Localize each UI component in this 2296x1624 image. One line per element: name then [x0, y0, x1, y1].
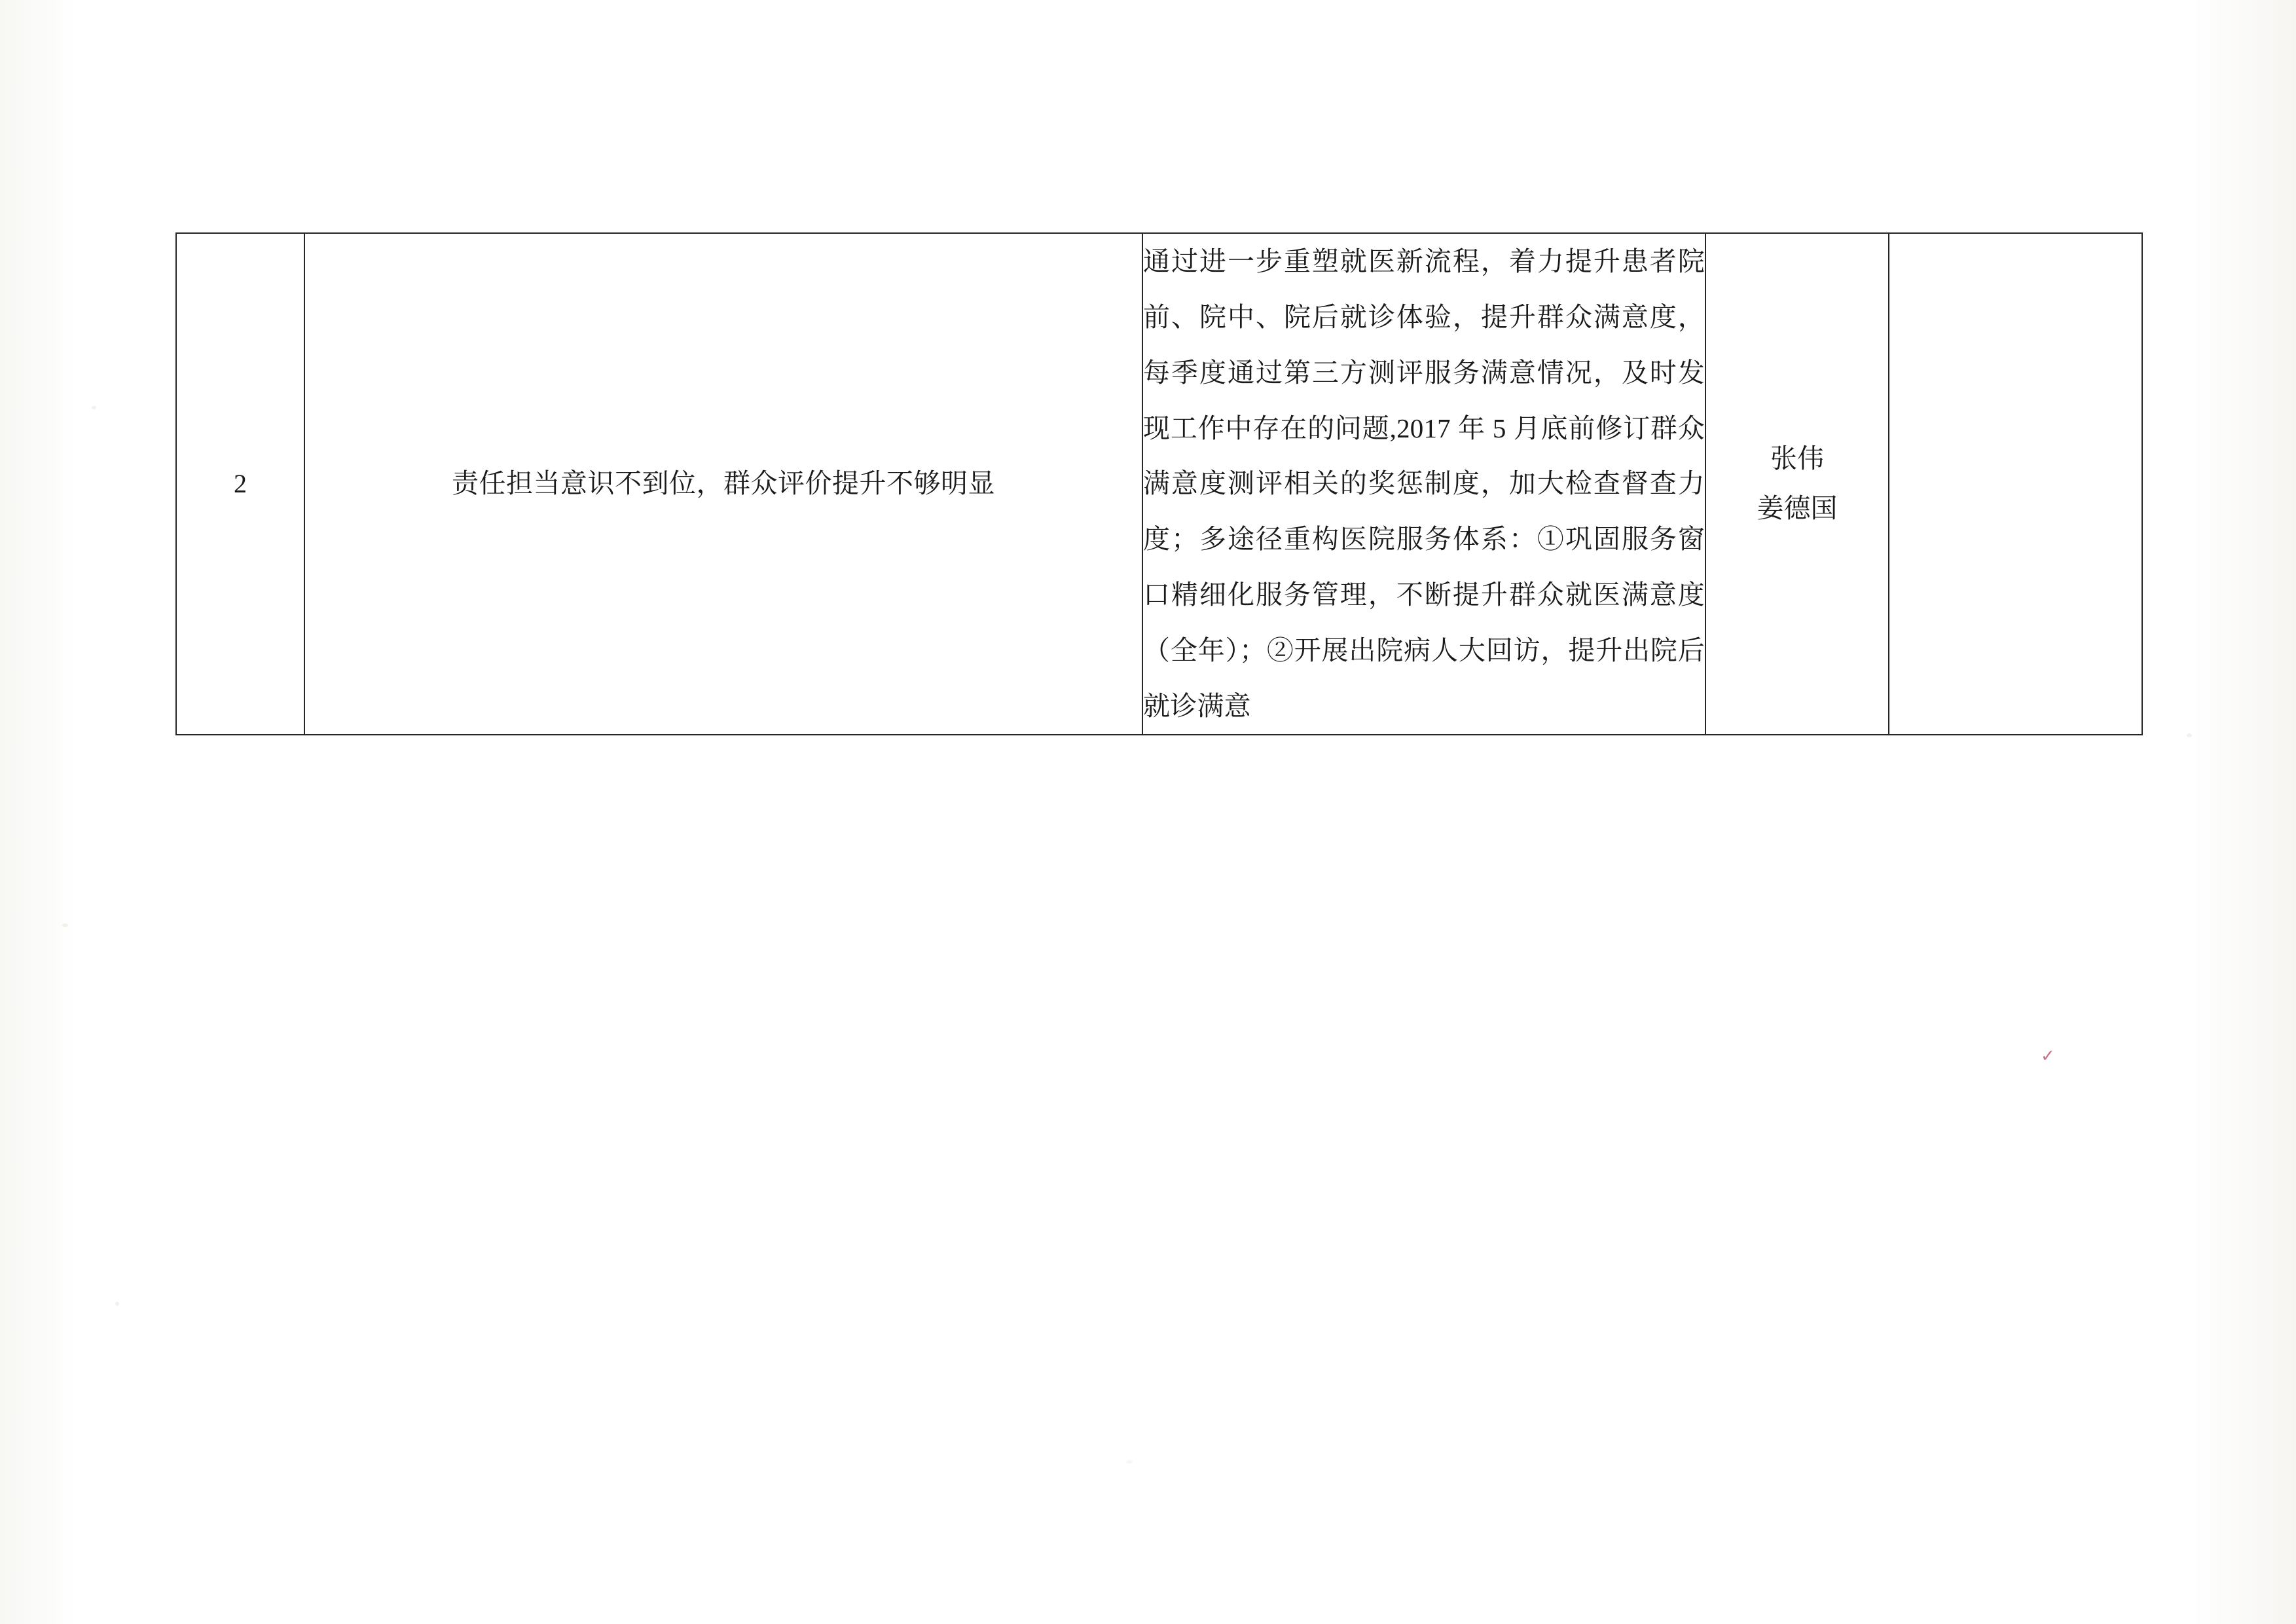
paper-speckle	[62, 923, 68, 927]
cell-problem: 责任担当意识不到位，群众评价提升不够明显	[304, 233, 1142, 735]
cell-note	[1889, 233, 2142, 735]
cell-measure: 通过进一步重塑就医新流程，着力提升患者院前、院中、院后就诊体验，提升群众满意度，每季度通过第三方测评服务满意情况，及时发现工作中存在的问题,2017 年 5 月底前修订群众满意度测评相关的奖惩制度，加大检查督查力度；多途径重构医院服务体系：①巩固服务窗口精细化服务管理，不断提升群众就医满意度（全年）；②开展出院病人大回访，提升出院后就诊满意	[1142, 233, 1705, 735]
table-row	[176, 233, 2142, 735]
cell-index: 2	[176, 233, 304, 735]
paper-speckle	[1126, 1460, 1133, 1464]
paper-speckle	[92, 406, 96, 409]
owner-name: 姜德国	[1757, 492, 1838, 523]
cell-owner	[1705, 233, 1889, 735]
integration-measures-table	[175, 232, 2143, 735]
ink-mark: ✓	[2041, 1046, 2055, 1065]
paper-speckle	[2187, 733, 2192, 737]
paper-speckle	[115, 1302, 119, 1306]
owner-name: 张伟	[1770, 443, 1824, 474]
